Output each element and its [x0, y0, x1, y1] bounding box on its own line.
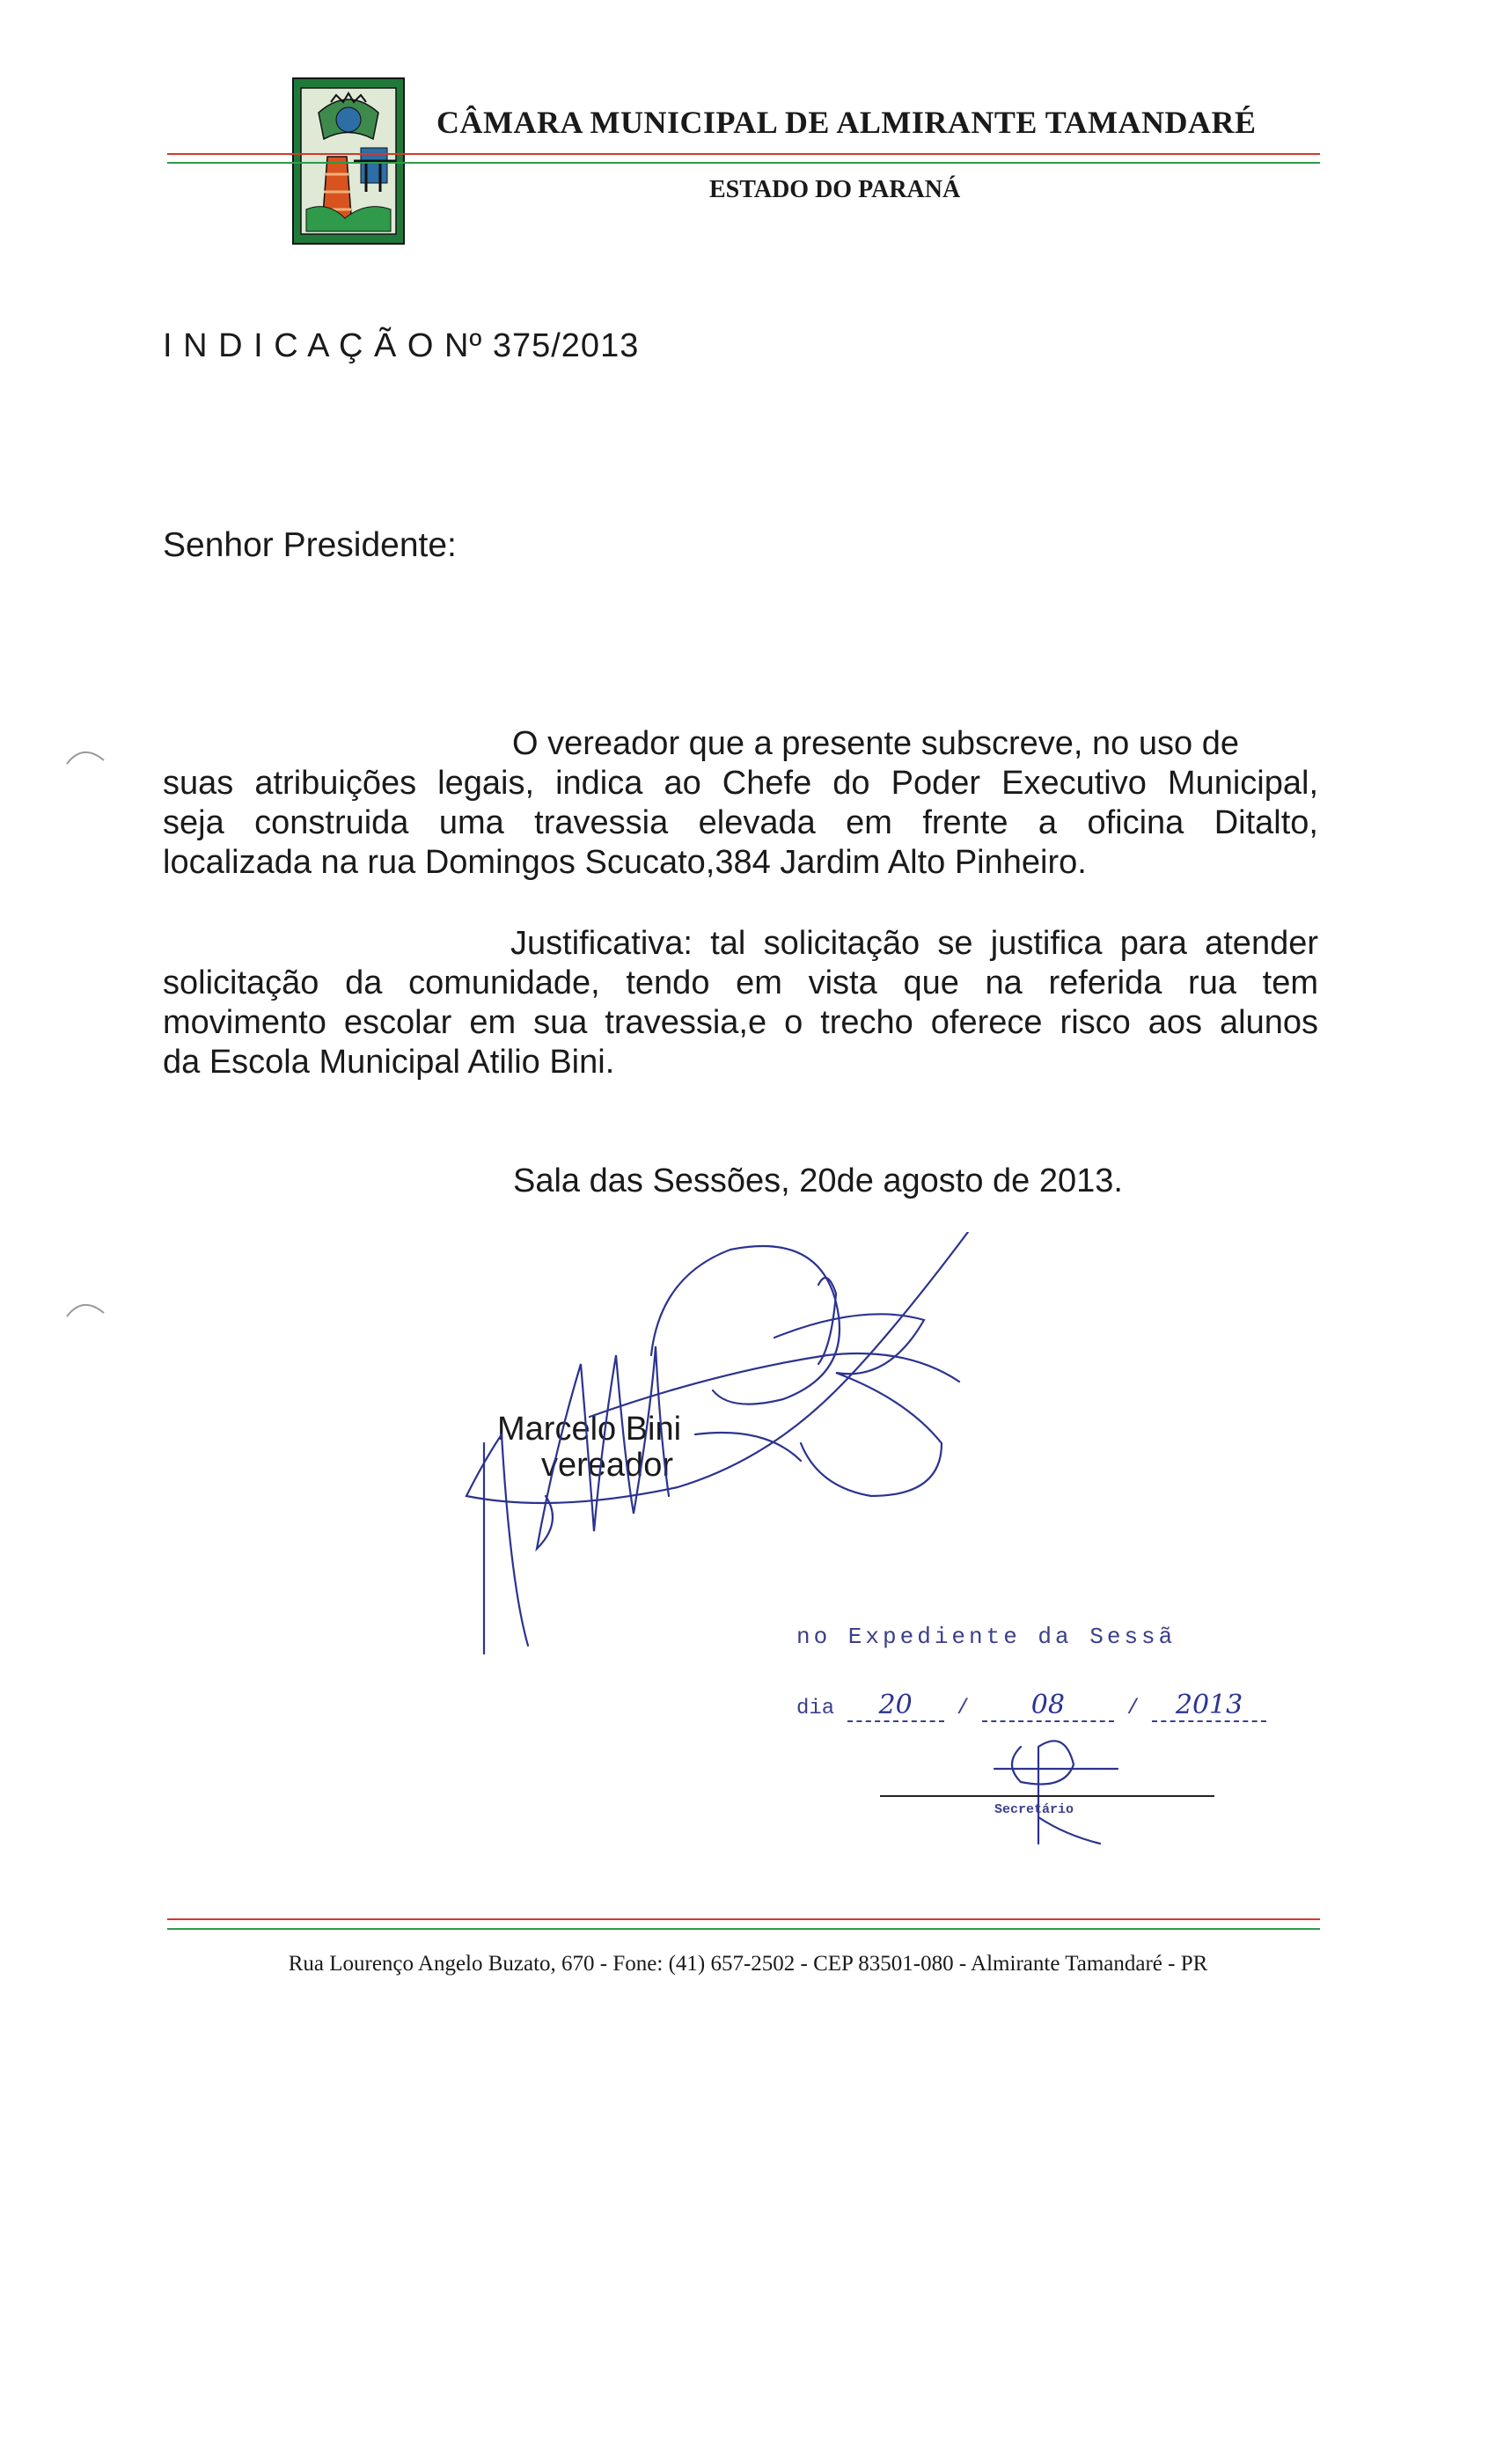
stamp-date-line: dia 20 / 08 / 2013	[796, 1690, 1266, 1722]
salutation: Senhor Presidente:	[163, 526, 457, 564]
paragraph-justification	[163, 924, 1318, 1082]
handwritten-signature	[449, 1232, 1030, 1654]
paragraph-line: O vereador que a presente subscreve, no uso de	[512, 725, 1239, 762]
paragraph-line: localizada na rua Domingos Scucato,384 Jardim Alto Pinheiro.	[163, 844, 1087, 881]
footer-rule-green	[167, 1928, 1320, 1930]
coat-of-arms-logo	[292, 77, 405, 245]
stamp-expediente-text: no Expediente da Sessã	[796, 1624, 1177, 1650]
organization-name: CÂMARA MUNICIPAL DE ALMIRANTE TAMANDARÉ	[436, 105, 1257, 140]
paragraph-line: Justificativa: tal solicitação se justifica para atender	[510, 925, 1318, 962]
secretary-signature	[968, 1712, 1144, 1852]
signer-name: Marcelo Bini	[497, 1411, 682, 1448]
header-rule-red	[167, 153, 1320, 155]
punch-hole-mark-upper	[63, 741, 107, 767]
state-name: ESTADO DO PARANÁ	[709, 176, 961, 203]
stamp-day: 20	[878, 1690, 913, 1720]
stamp-year: 2013	[1175, 1690, 1243, 1720]
paragraph-line: movimento escolar em sua travessia,e o trecho oferece risco aos alunos	[163, 1004, 1318, 1041]
stamp-day-label: dia	[796, 1697, 835, 1720]
paragraph-line: solicitação da comunidade, tendo em vista que na referida rua tem	[163, 964, 1318, 1001]
stamp-signature-line	[880, 1795, 1214, 1797]
paragraph-line: seja construida uma travessia elevada em frente a oficina Ditalto,	[163, 804, 1318, 841]
paragraph-request	[163, 724, 1318, 883]
footer-rule-red	[167, 1918, 1320, 1920]
footer-address: Rua Lourenço Angelo Buzato, 670 - Fone: (41) 657-2502 - CEP 83501-080 - Almirante Tamandaré - PR	[288, 1952, 1208, 1976]
closing-date: Sala das Sessões, 20de agosto de 2013.	[513, 1162, 1123, 1199]
paragraph-line: da Escola Municipal Atilio Bini.	[163, 1044, 615, 1081]
document-title: I N D I C A Ç Ã O Nº 375/2013	[163, 327, 640, 364]
stamp-month: 08	[1030, 1690, 1065, 1720]
signer-role: vereador	[541, 1447, 673, 1484]
stamp-role: Secretário	[994, 1802, 1074, 1817]
punch-hole-mark-lower	[63, 1294, 107, 1320]
header-rule-green	[167, 162, 1320, 164]
paragraph-line: suas atribuições legais, indica ao Chefe do Poder Executivo Municipal,	[163, 765, 1318, 802]
